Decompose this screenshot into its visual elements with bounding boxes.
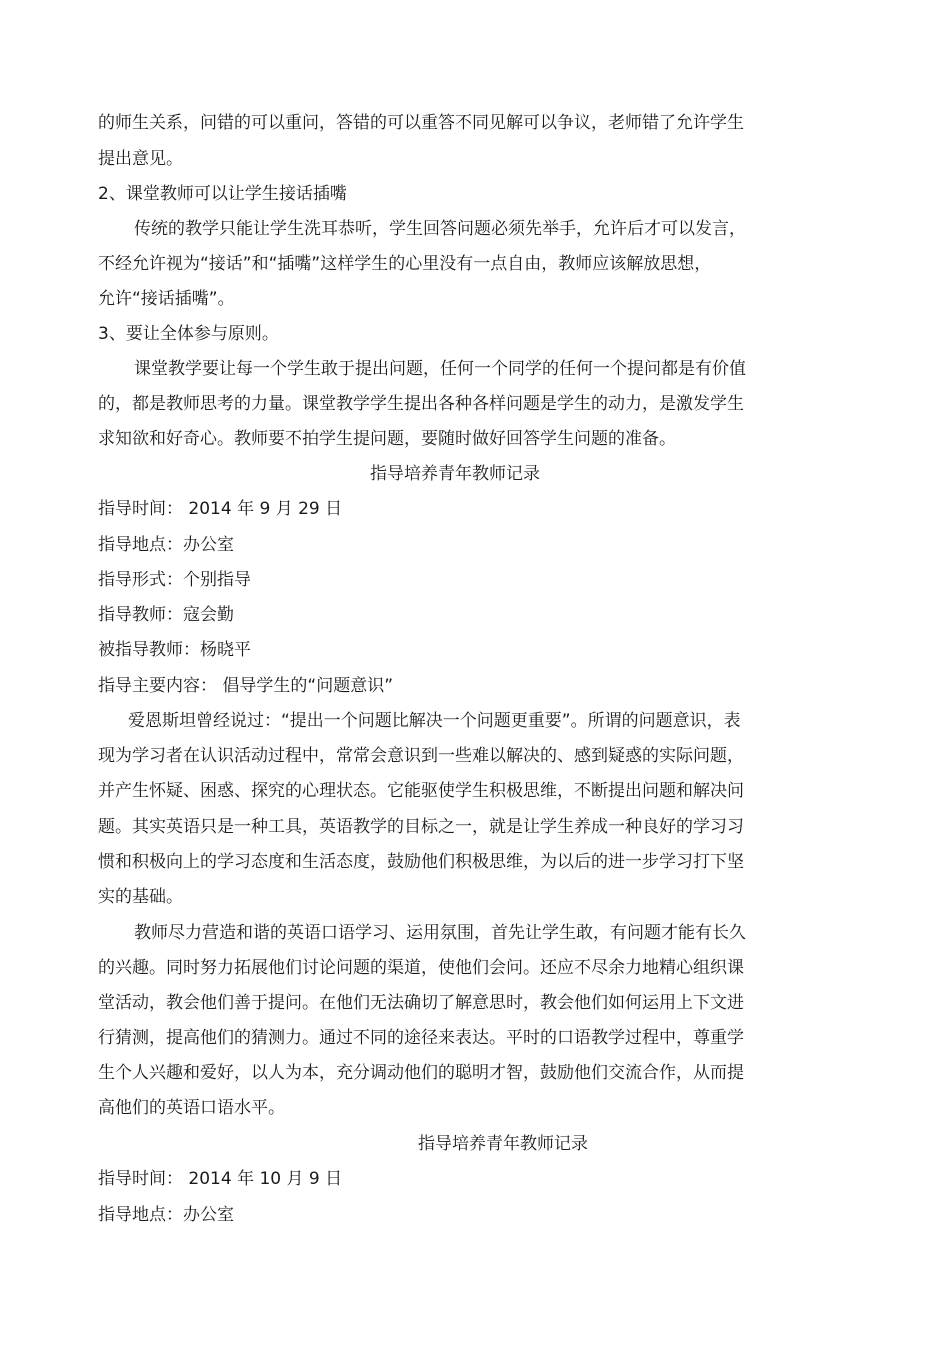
- paragraph-line: 求知欲和好奇心。教师要不拍学生提问题，要随时做好回答学生问题的准备。: [98, 429, 676, 449]
- paragraph-line: 惯和积极向上的学习态度和生活态度，鼓励他们积极思维，为以后的进一步学习打下坚: [98, 852, 744, 872]
- paragraph-line: 不经允许视为“接话”和“插嘴”这样学生的心里没有一点自由，教师应该解放思想，: [98, 254, 712, 274]
- paragraph-line: 堂活动，教会他们善于提问。在他们无法确切了解意思时，教会他们如何运用上下文进: [98, 993, 744, 1013]
- paragraph-line: 课堂教学要让每一个学生敢于提出问题，任何一个同学的任何一个提问都是有价值: [134, 359, 746, 379]
- record-content: 指导主要内容： 倡导学生的“问题意识”: [98, 676, 394, 696]
- paragraph-line: 传统的教学只能让学生洗耳恭听，学生回答问题必须先举手，允许后才可以发言，: [134, 219, 746, 239]
- paragraph-line: 现为学习者在认识活动过程中，常常会意识到一些难以解决的、感到疑惑的实际问题，: [98, 746, 744, 766]
- paragraph-line: 生个人兴趣和爱好，以人为本，充分调动他们的聪明才智，鼓励他们交流合作，从而提: [98, 1063, 744, 1083]
- record-title: 指导培养青年教师记录: [418, 1134, 588, 1154]
- paragraph-line: 允许“接话插嘴”。: [98, 289, 235, 309]
- paragraph-line: 教师尽力营造和谐的英语口语学习、运用氛围，首先让学生敢，有问题才能有长久: [134, 923, 746, 943]
- paragraph-line: 题。其实英语只是一种工具，英语教学的目标之一，就是让学生养成一种良好的学习习: [98, 817, 744, 837]
- paragraph-line: 的师生关系，问错的可以重问，答错的可以重答不同见解可以争议，老师错了允许学生: [98, 113, 744, 133]
- record-place: 指导地点：办公室: [98, 1205, 234, 1225]
- record-form: 指导形式：个别指导: [98, 570, 251, 590]
- record-place: 指导地点：办公室: [98, 535, 234, 555]
- paragraph-line: 行猜测，提高他们的猜测力。通过不同的途径来表达。平时的口语教学过程中，尊重学: [98, 1028, 744, 1048]
- paragraph-line: 并产生怀疑、困惑、探究的心理状态。它能驱使学生积极思维，不断提出问题和解决问: [98, 781, 744, 801]
- record-title: 指导培养青年教师记录: [370, 464, 540, 484]
- paragraph-line: 实的基础。: [98, 887, 183, 907]
- record-time: 指导时间： 2014 年 9 月 29 日: [98, 499, 343, 519]
- paragraph-line: 提出意见。: [98, 149, 183, 169]
- paragraph-line: 高他们的英语口语水平。: [98, 1098, 285, 1118]
- paragraph-line: 爱恩斯坦曾经说过：“提出一个问题比解决一个问题更重要”。所谓的问题意识，表: [128, 711, 741, 731]
- record-time: 指导时间： 2014 年 10 月 9 日: [98, 1169, 343, 1189]
- section-heading: 2、课堂教师可以让学生接话插嘴: [98, 184, 347, 204]
- record-mentee: 被指导教师：杨晓平: [98, 640, 251, 660]
- section-heading: 3、要让全体参与原则。: [98, 324, 279, 344]
- record-teacher: 指导教师：寇会勤: [98, 605, 234, 625]
- paragraph-line: 的，都是教师思考的力量。课堂教学学生提出各种各样问题是学生的动力，是激发学生: [98, 394, 744, 414]
- paragraph-line: 的兴趣。同时努力拓展他们讨论问题的渠道，使他们会问。还应不尽余力地精心组织课: [98, 958, 744, 978]
